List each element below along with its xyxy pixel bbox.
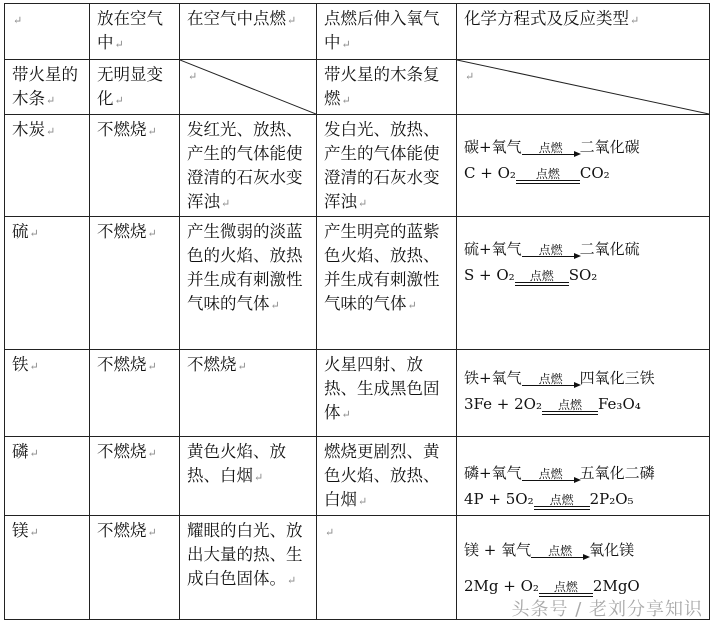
diagonal-line	[180, 60, 316, 114]
word-equation: 铁+氧气 点燃 四氧化三铁	[464, 369, 655, 387]
paragraph-mark: ↵	[13, 14, 23, 27]
air-cell: 不燃烧↵	[90, 217, 180, 350]
equation-cell	[457, 115, 710, 217]
table-row	[5, 115, 710, 217]
burn-o2-cell: ↵	[317, 516, 457, 620]
table-row	[5, 437, 710, 516]
formula-equation: 2Mg + O₂ 点燃 2MgO	[464, 577, 640, 595]
burn-air-cell: 产生微弱的淡蓝色的火焰、放热并生成有刺激性气味的气体↵	[180, 217, 317, 350]
substance-name: 带火星的木条↵	[5, 60, 90, 115]
substance-name: 木炭↵	[5, 115, 90, 217]
watermark: 头条号 / 老刘分享知识	[511, 599, 703, 620]
formula-equation: 4P + 5O₂ 点燃 2P₂O₅	[464, 490, 634, 508]
header-row	[5, 4, 710, 60]
substance-name: 铁↵	[5, 350, 90, 437]
air-cell: 不燃烧↵	[90, 516, 180, 620]
substance-name: 镁↵	[5, 516, 90, 620]
word-equation: 碳+氧气 点燃 二氧化碳	[464, 138, 640, 156]
burn-o2-cell: 火星四射、放热、生成黑色固体↵	[317, 350, 457, 437]
table-row	[5, 350, 710, 437]
word-equation: 镁 + 氧气 点燃 氧化镁	[464, 541, 635, 559]
header-air: 放在空气中↵	[90, 4, 180, 60]
equation-cell	[457, 437, 710, 516]
air-cell: 不燃烧↵	[90, 437, 180, 516]
reaction-table	[4, 3, 710, 620]
header-equation: 化学方程式及反应类型↵	[457, 4, 710, 60]
table-row	[5, 217, 710, 350]
burn-air-cell: 黄色火焰、放热、白烟↵	[180, 437, 317, 516]
header-burn-o2: 点燃后伸入氧气中↵	[317, 4, 457, 60]
empty-diagonal-cell: ↵	[180, 60, 317, 115]
equation-cell	[457, 350, 710, 437]
word-equation: 磷+氧气 点燃 五氧化二磷	[464, 464, 655, 482]
burn-air-cell: 发红光、放热、产生的气体能使澄清的石灰水变浑浊↵	[180, 115, 317, 217]
burn-o2-cell: 发白光、放热、产生的气体能使澄清的石灰水变浑浊↵	[317, 115, 457, 217]
table-row	[5, 60, 710, 115]
air-cell: 无明显变化↵	[90, 60, 180, 115]
formula-equation: 3Fe + 2O₂ 点燃 Fe₃O₄	[464, 395, 641, 413]
burn-o2-cell: 产生明亮的蓝紫色火焰、放热、并生成有刺激性气味的气体↵	[317, 217, 457, 350]
burn-air-cell: 耀眼的白光、放出大量的热、生成白色固体。↵	[180, 516, 317, 620]
formula-equation: C + O₂ 点燃 CO₂	[464, 164, 610, 182]
air-cell: 不燃烧↵	[90, 350, 180, 437]
diagonal-line	[457, 60, 709, 114]
equation-cell	[457, 217, 710, 350]
substance-name: 硫↵	[5, 217, 90, 350]
air-cell: 不燃烧↵	[90, 115, 180, 217]
burn-o2-cell: 燃烧更剧烈、黄色火焰、放热、白烟↵	[317, 437, 457, 516]
substance-name: 磷↵	[5, 437, 90, 516]
burn-air-cell: 不燃烧↵	[180, 350, 317, 437]
formula-equation: S + O₂ 点燃 SO₂	[464, 266, 598, 284]
header-burn-air: 在空气中点燃↵	[180, 4, 317, 60]
word-equation: 硫+氧气 点燃 二氧化硫	[464, 240, 640, 258]
burn-o2-cell: 带火星的木条复燃↵	[317, 60, 457, 115]
header-corner	[5, 4, 90, 60]
empty-diagonal-cell: ↵	[457, 60, 710, 115]
